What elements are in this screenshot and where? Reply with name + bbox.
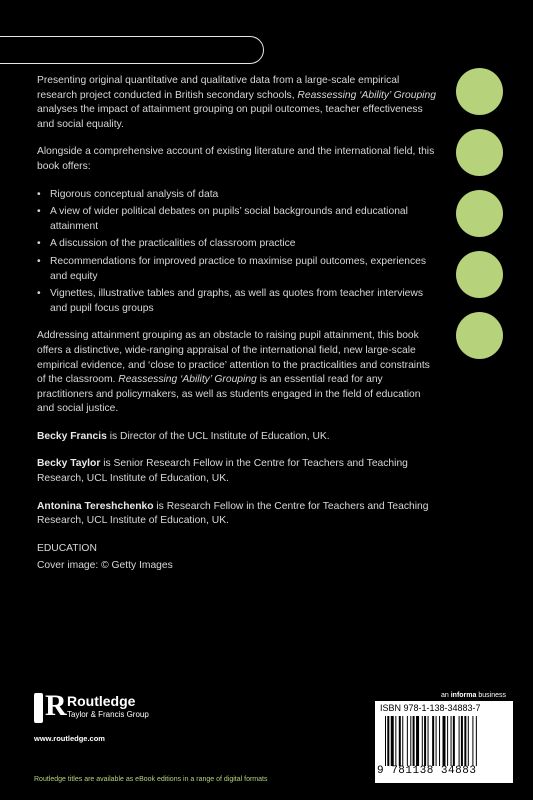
isbn-label: ISBN 978-1-138-34883-7 — [380, 703, 481, 713]
decorative-circle — [456, 251, 503, 298]
list-item: • Recommendations for improved practice to maximise pupil outcomes, experiences and equity — [37, 255, 437, 284]
publisher-subtitle: Taylor & Francis Group — [67, 710, 149, 719]
author-name: Becky Francis — [37, 430, 107, 442]
book-title: Reassessing ‘Ability’ Grouping — [118, 374, 257, 386]
barcode-icon — [385, 716, 507, 766]
decorative-circle — [456, 129, 503, 176]
list-item: • A discussion of the practicalities of classroom practice — [37, 237, 437, 252]
title-banner-frame — [0, 36, 264, 64]
decorative-circle — [456, 68, 503, 115]
cover-credit: Cover image: © Getty Images — [37, 560, 173, 572]
closing-paragraph: Addressing attainment grouping as an obstacle to raising pupil attainment, this book offers a distinctive, wide-ranging appraisal of the international field, new large-scale empirical evidence, and ‘close to practice’ attention to the practicalities and constraints of the classroom. Reassessing ‘Ability’ Grouping is an essential read for any practitioners and policymakers, as well as students engaged in the field of education and social justice. — [37, 330, 430, 415]
list-item: • A view of wider political debates on pupils’ social backgrounds and educational attainment — [37, 205, 437, 234]
informa-tagline: an informa business — [441, 692, 506, 699]
author-name: Becky Taylor — [37, 458, 101, 470]
author-bio: Becky Taylor is Senior Research Fellow in the Centre for Teachers and Teaching Research, UCL Institute of Education, UK. — [37, 458, 408, 485]
routledge-logo-icon — [34, 693, 43, 723]
author-bio: Antonina Tereshchenko is Research Fellow in the Centre for Teachers and Teaching Research, UCL Institute of Education, UK. — [37, 500, 429, 527]
list-item: • Vignettes, illustrative tables and graphs, as well as quotes from teacher interviews and pupil focus groups — [37, 287, 437, 316]
list-item: • Rigorous conceptual analysis of data — [37, 188, 437, 203]
offers-intro: Alongside a comprehensive account of existing literature and the international field, this book offers: — [37, 146, 435, 172]
decorative-circle — [456, 190, 503, 237]
decorative-circles — [456, 68, 503, 373]
isbn-barcode — [375, 701, 513, 783]
logo-letter: R — [45, 689, 67, 722]
ebook-note: Routledge titles are available as eBook editions in a range of digital formats — [34, 776, 268, 783]
publisher-name: Routledge — [67, 693, 136, 709]
author-name: Antonina Tereshchenko — [37, 500, 154, 512]
offers-list — [37, 188, 437, 317]
intro-paragraph: Presenting original quantitative and qualitative data from a large-scale empirical research project conducted in British secondary schools, Reassessing ‘Ability’ Grouping analyses the impact of attainment grouping on pupil outcomes, teacher effectiveness and social equality. — [37, 75, 436, 130]
author-bio: Becky Francis is Director of the UCL Institute of Education, UK. — [37, 430, 330, 442]
publisher-website: www.routledge.com — [34, 734, 105, 743]
blurb — [37, 74, 437, 574]
book-title: Reassessing ‘Ability’ Grouping — [297, 89, 436, 101]
subject-category: EDUCATION — [37, 542, 97, 554]
decorative-circle — [456, 312, 503, 359]
barcode-digits: 9 781138 34883 — [377, 765, 477, 777]
